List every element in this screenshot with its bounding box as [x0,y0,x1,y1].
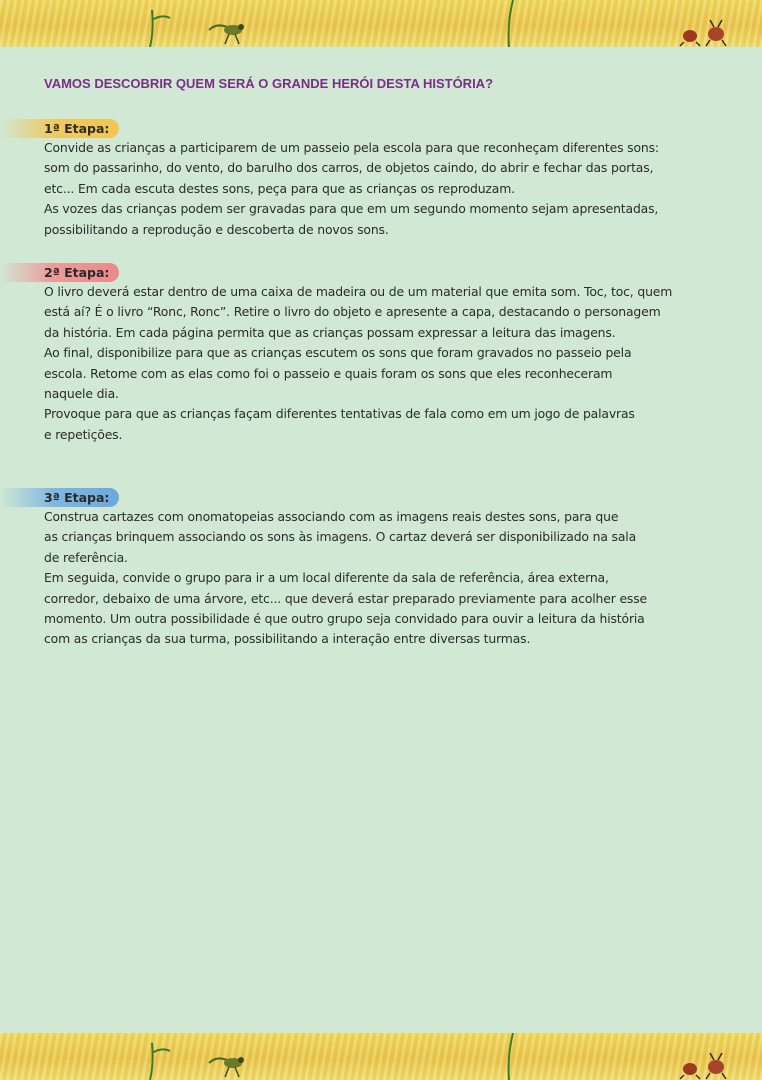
text-line: as crianças brinquem associando os sons às imagens. O cartaz deverá ser disponibilizado na sala [44,529,637,545]
stage-1-text [0,138,724,240]
text-line: naquele dia. [44,386,119,402]
text-line: momento. Um outra possibilidade é que outro grupo seja convidado para ouvir a leitura da história [44,611,645,627]
stage-3-text [0,507,724,650]
text-line: Convide as crianças a participarem de um passeio pela escola para que reconheçam diferentes sons: [44,140,659,155]
text-line: Provoque para que as crianças façam diferentes tentativas de fala como em um jogo de palavras [44,406,635,422]
text-line: som do passarinho, do vento, do barulho dos carros, de objetos caindo, do abrir e fechar das portas, [44,160,654,176]
stage-1-section [0,118,762,240]
text-line: Em seguida, convide o grupo para ir a um local diferente da sala de referência, área externa, [44,570,609,586]
bottom-decorative-band [0,1033,762,1080]
cricket-illustration [205,0,250,47]
plant-stem-decoration [140,1033,200,1080]
text-line: Construa cartazes com onomatopeias associando com as imagens reais destes sons, para que [44,509,619,524]
stage-2-text [0,282,724,445]
text-line: O livro deverá estar dentro de uma caixa de madeira ou de um material que emita som. Toc, toc, quem [44,284,673,299]
text-line: Ao final, disponibilize para que as crianças escutem os sons que foram gravados no passeio pela [44,345,632,361]
text-line: e repetições. [44,426,123,442]
page-title: VAMOS DESCOBRIR QUEM SERÁ O GRANDE HERÓI DESTA HISTÓRIA? [44,76,494,91]
text-line: etc... Em cada escuta destes sons, peça para que as crianças os reproduzam. [44,180,515,196]
stage-3-label: 3ª Etapa: [0,488,119,507]
text-line: As vozes das crianças podem ser gravadas para que em um segundo momento sejam apresentadas, [44,201,659,217]
text-line: está aí? É o livro “Ronc, Ronc”. Retire o livro do objeto e apresente a capa, destacando o personagem [44,304,661,320]
plant-stem-decoration [140,0,200,47]
text-line: escola. Retome com as elas como foi o passeio e quais foram os sons que eles reconheceram [44,365,613,381]
text-line: com as crianças da sua turma, possibilitando a interação entre diversas turmas. [44,631,531,647]
stem-decoration-center [495,1033,525,1080]
stage-2-label: 2ª Etapa: [0,263,119,282]
cricket-illustration [205,1033,250,1080]
beetles-illustration [676,16,736,47]
text-line: da história. Em cada página permita que as crianças possam expressar a leitura das imagens. [44,324,616,340]
stage-2-section [0,262,762,445]
grass-texture [0,1033,762,1080]
text-line: possibilitando a reprodução e descoberta de novos sons. [44,221,389,237]
text-line: corredor, debaixo de uma árvore, etc... que deverá estar preparado previamente para acolher esse [44,590,648,606]
stage-3-section [0,487,762,650]
beetles-illustration [676,1049,736,1080]
stem-decoration-center [495,0,525,47]
grass-texture [0,0,762,47]
stage-1-label: 1ª Etapa: [0,119,119,138]
text-line: de referência. [44,549,128,565]
top-decorative-band [0,0,762,47]
